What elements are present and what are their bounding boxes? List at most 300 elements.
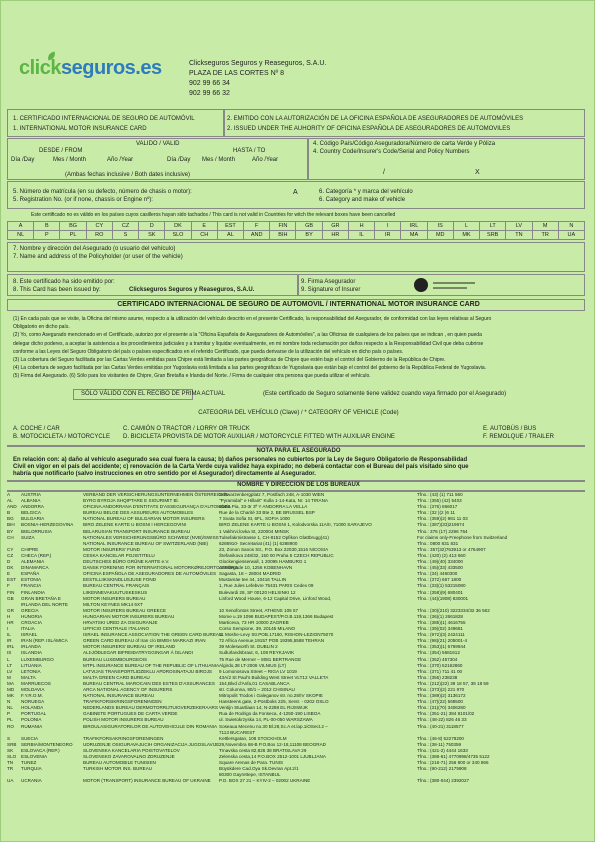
bureau-country: ALBANIA — [21, 498, 41, 504]
country-box: IRL — [401, 222, 427, 231]
only-valid-label: SÓLO VÁLIDO CON EL RECIBO DE PRIMA ACTUAL — [81, 391, 226, 397]
bureau-country: IRLANDA — [21, 644, 41, 650]
bureau-country: IRLANDA DEL NORTE — [21, 601, 68, 607]
bureau-address: 43A/2 St Paul's Building West Street VLT12 VALLETA — [219, 674, 329, 680]
bureau-code: P — [7, 711, 11, 717]
bureau-name: NATIONAL INSURANCE BUREAU — [83, 693, 155, 699]
cert-title: CERTIFICADO INTERNACIONAL DE SEGURO DE AUTOMOVIL / INTERNATIONAL MOTOR INSURANCE CARD — [117, 301, 480, 308]
bureau-name: MOTOR INSURERS' BUREAU OF IRELAND — [83, 644, 176, 650]
bureau-code: EST — [7, 577, 16, 583]
bureau-phone: Tfno.: (36)(1) 2661828 — [417, 613, 463, 619]
country-box: H — [349, 222, 375, 231]
bureau-address: str. Columna, 90/1 – 2012 CHISINAU — [219, 687, 295, 692]
legal-line: (5) Firma del Asegurado. (6) Sólo para los visitantes de Chipre, Gran Bretaña e Irlanda del Norte. / Firma de cualquier otra persona que pueda utilizar el vehículo. — [13, 373, 371, 380]
bureau-country: FINLANDIA — [21, 589, 45, 595]
from-year: Año /Year — [107, 157, 134, 163]
bureau-phone: Tfno.: (40-21) 3118577 — [417, 723, 464, 729]
cat-c: C. CAMIÓN O TRACTOR / LORRY OR TRUCK — [123, 426, 250, 432]
country-box: CZ — [113, 222, 139, 231]
bureau-name: MOTOR (TRANSPORT) INSURANCE BUREAU OF UKRAINE — [83, 778, 211, 784]
bureau-country: DINAMARCA — [21, 565, 49, 571]
bureau-phone: Tfno.: (90-212) 2175908 — [417, 766, 467, 772]
country-box: MD — [428, 231, 454, 240]
country-box: GR — [323, 222, 349, 231]
legal-line: (2) Yo, como Asegurado mencionado en el Certificado, autorizo por el presente a la "Oficina Española de Aseguradores de Automóviles", a las Oficinas de cualquiera de los países que se indican , en quien pueda — [13, 332, 482, 339]
bureau-phone: Tfno.: (46-8) 52278200 — [417, 735, 464, 741]
country-box: N — [559, 222, 585, 231]
bureau-code: HR — [7, 619, 14, 625]
bureau-address: Kettlersgatan, 108 STOCKHOLM — [219, 735, 287, 741]
bureau-code: NL — [7, 705, 13, 711]
bureau-country: BOSNIA-HERZEGOVINA — [21, 522, 74, 528]
bureau-name: BUREAU BELGE DES ASSUREURS AUTOMOBILES — [83, 510, 194, 516]
bureau-address: Tulsefakrnistrasse 1, CH-8152 Opfikon Glattbrugg(41) — [219, 534, 329, 540]
bureau-name: NATIONAL INSURANCE BUREAU OF SWITZERLAND (NBI) — [83, 540, 209, 546]
bureau-country: GRAN BRETAÑA E — [21, 595, 61, 601]
country-box: NL — [8, 231, 34, 240]
bureau-name: BYRG BYROJA SHQIPTARE E SIGURIMIT Bl. — [83, 498, 179, 504]
nota-line-3: habría que notificarlo (salvo instrucciones en otro sentido por el Asegurador) directamente al Asegurador. — [13, 471, 316, 477]
bureau-name: MTPL INSURANCE BUREAU OF THE REPUBLIC OF LITHUANIA — [83, 662, 220, 668]
bureau-code: E — [7, 571, 11, 577]
bureau-phone: Tfno.: (44)(1908) 830001 — [417, 595, 469, 601]
insurer-stamp — [411, 275, 481, 295]
countries-grid — [7, 221, 585, 240]
bureau-address: Hansteens gate, 2-Postboks 225, Sentr. - 0202 OSLO — [219, 699, 329, 705]
bureau-phone: Tfno.: (47)(22) 568500 — [417, 699, 463, 705]
bureau-name: HUNGARIAN MOTOR INSURERS BUREAU — [83, 613, 175, 619]
country-box: BG — [60, 222, 86, 231]
bureau-name: BUREAU AUTOMOBILE TUNISIEN — [83, 760, 156, 766]
bureau-address: 1 Vakhrvi.lovka St, 220004 MINSK — [219, 528, 290, 534]
legal-line: Obligatorio en dicho país. — [13, 324, 70, 331]
valid-to: HASTA / TO — [233, 148, 266, 154]
bureau-name: UFFICIO CENTRALE ITALIANO — [83, 626, 150, 632]
slash-sep: / — [383, 169, 385, 176]
bureau-code: B — [7, 510, 11, 516]
bureau-phone: Tfno.: (39)(02) 349681 — [417, 626, 463, 632]
to-month: Mes / Month — [202, 157, 236, 163]
bureau-code: L — [7, 656, 10, 662]
bureau-name: BELARUSIAN TRANSPORT INSURANCE BUREAU — [83, 528, 191, 534]
bureau-phone: Tfno.: (372) 667 1800 — [417, 577, 462, 583]
bureau-phone: Tfno.: (48-22) 826 46 33 — [417, 717, 467, 723]
country-box: IR — [375, 231, 401, 240]
bureau-name: BIROULASIGURATORILOR DE AUTOVEHICULE DIN ROMANIA — [83, 723, 218, 729]
bureau-row — [7, 778, 585, 784]
country-box: TR — [533, 231, 559, 240]
country-box: LV — [506, 222, 532, 231]
bureau-address: Amaliegade 10, 1256 KOBENHAVN — [219, 565, 293, 571]
bureau-country: SERBIA/MONTENEGRO — [21, 741, 73, 747]
issuer-name: Clickseguros Seguros y Reaseguros, S.A.U. — [129, 287, 255, 293]
bureau-country: ISRAEL — [21, 632, 38, 638]
bureau-country: BELGICA — [21, 510, 41, 516]
issued-by-label-es: 8. Este certificado ha sido emitido por: — [13, 279, 115, 285]
bureau-address: 11 Moshe-Levy Str.POB.17160, RISHON-LEZION75070 — [219, 632, 334, 638]
country-box: PL — [60, 231, 86, 240]
bureau-address: 7 Svata Sofia St, 6FL, SOFIA 1000 — [219, 516, 290, 522]
bureau-code: AND — [7, 504, 17, 510]
bureau-phone: Tfno.: (351-21) 384 8101/02 — [417, 711, 475, 717]
bureau-country: MARRUECOS — [21, 680, 51, 686]
bureau-phone: Tfno.: (386-61) 4770998/4735 5122 — [417, 754, 490, 760]
bureau-name: OFICINA ESPAÑOLA DE ASEGURADORES DE AUTOMÓVILES — [83, 571, 217, 577]
bureau-code: IL — [7, 632, 11, 638]
country-box: BY — [296, 231, 322, 240]
bureau-phone: Tfno.: (972)(3) 2424111 — [417, 632, 465, 638]
bureau-phone: Tfno.: (380-044) 2392027 — [417, 778, 470, 784]
country-box: GB — [296, 222, 322, 231]
bureau-phone: Tfno.: (34) 4460300 — [417, 571, 458, 577]
bureau-name: MILTON KEYNES MK14 6XT — [83, 601, 143, 607]
from-day: Día /Day — [11, 157, 35, 163]
bureau-code: CZ — [7, 552, 14, 558]
bureau-name: NATIONALES VERSICHERUNGSBÜRO SCHWEIZ (NVB)/SWISS — [83, 534, 219, 540]
bureau-name: BUREAU CENTRAL MAROCAIN DES ESTES D'ASSURANCES — [83, 680, 215, 686]
country-box: S — [113, 231, 139, 240]
legal-text — [13, 315, 583, 381]
bureau-country: LETONIA — [21, 668, 41, 674]
clickseguros-logo — [19, 57, 162, 80]
reg-label-es: 5. Número de matrícula (en su defecto, número de chasis o motor): — [13, 189, 192, 195]
bureau-country: PORTUGAL — [21, 711, 47, 717]
bureau-country: HOLANDA — [21, 705, 44, 711]
both-dates-note: (Ambas fechas inclusive / Both dates inclusive) — [65, 172, 191, 178]
bureau-code: MK — [7, 693, 14, 699]
bureau-country: RUMANIA — [21, 723, 43, 729]
bureau-phone: Tfno.: (30)(210) 3223334/32 36 562 — [417, 607, 490, 613]
cert-label-es: 1. CERTIFICADO INTERNACIONAL DE SEGURO DE AUTOMÓVIL — [13, 116, 195, 122]
country-box: SRB — [480, 231, 506, 240]
bureau-phone: Tfno.: (38-11) 750359 — [417, 741, 462, 747]
bureau-address: 7113 BUCAREST — [219, 729, 256, 735]
bureau-country: BULGARIA — [21, 516, 45, 522]
field4-es: 4. Código País/Código Aseguradora/Número de carta Verde y Póliza — [313, 141, 496, 147]
bureau-name: NEDERLANDS BUREAU DERMOTORRIJTUIGVERZEKERAARS — [83, 705, 218, 711]
bureau-country: LUXEMBURGO — [21, 656, 54, 662]
cat-d: D. BICICLETA PROVISTA DE MOTOR AUXILIAR / MOTORCYCLE FITTED WITH AUXILIAR ENGINE — [123, 434, 395, 440]
bureau-code: CY — [7, 546, 14, 552]
category-a-value: A — [293, 189, 298, 196]
bureau-country: SUIZA — [21, 534, 35, 540]
bureau-address: 29,Novembra 68-B P.O.Box 12-18,11108 BEOGRAD — [219, 741, 326, 747]
countries-note: Este certificado no es válido en los países cuyos casilleros hayan sido tachados / This card is not valid in Countries for witch the relevant boxes have been cancelled — [31, 212, 396, 218]
bureau-address: Marie Pia, 33-3r 3ª Y ANDORRA LA VELLA — [219, 504, 308, 510]
bureau-code: H — [7, 613, 11, 619]
country-box: IS — [428, 222, 454, 231]
bureau-country: MOLDAVIA — [21, 687, 45, 692]
legal-line: (4) La cobertura de seguro facilitada por las Cartas Verdes emitidas por Yugoslavia está limitada a las partes geográficas de Yugoslavia que están bajo el control del gobierno de la República Federal de Yugoslavia. — [13, 365, 487, 372]
bureau-address: Algirdo,38 LT-2006 VILNIUS (LT) — [219, 662, 286, 668]
bureau-address: Suðurlandsbraut, 6, 108 REYKJAVIK — [219, 650, 295, 656]
bureau-code: FIN — [7, 589, 15, 595]
bureau-address: 6286910- Secretariat (41) (1) 6288900 — [219, 540, 298, 546]
bureau-address: 72 Africa Avenue,19157 POB 19395,5588 TEHRAN — [219, 638, 325, 644]
bureau-address: ul. Swietokrzyska 14, PL-00-050 WARSZAWA — [219, 717, 313, 723]
bureau-country: ANDORRA — [21, 504, 44, 510]
bureau-address: 75 Rue de Merner – 8081 BERTRANGE — [219, 656, 302, 662]
legal-line: (1) En cada país que se visite, la Oficina del mismo asume, respecto a la utilización del vehículo descrito en el presente Certificado, la responsabilidad del Asegurador, de conformidad con las leyes relativas al Seguro — [13, 316, 492, 322]
bureau-code: SK — [7, 747, 14, 753]
bureau-address: "Pyramidal" e Hillarit" Kulla 1-14-Kata, Nr. 14 TIRANA — [219, 498, 328, 504]
nota-line-1: En relación con: a) daño al vehículo asegurado sea cual fuera la causa; b) daños personales no cubiertos por la Ley de Seguro Obligatorio de Responsabilidad — [13, 457, 468, 463]
bureau-name: MOTOR INSURERS BUREAU — [83, 595, 146, 601]
country-box: L — [454, 222, 480, 231]
bureau-name: CESKA KANCELAR POJISTITELU — [83, 552, 155, 558]
category-label-en: 6. Category and make of vehicle — [319, 197, 406, 203]
bureau-name: MOTOR INSURERS BUREAU GREECE — [83, 607, 167, 613]
country-box: EST — [218, 222, 244, 231]
bureau-name: ARCA NATIONAL AGENCY OF INSURERS — [83, 687, 173, 692]
bureau-name: DANSK FORENING FOR INTERNATIONAL MOTORKØREJORTOJSFORS — [83, 565, 238, 571]
bureau-name: NATIONAL BUREAU OF BULGARIAN MOTOR INSURERS — [83, 516, 205, 522]
bureau-phone: Tfno.: (358)(9) 680401 — [417, 589, 463, 595]
reg-label-en: 5. Registration No. (or if none, chassis or Engine nº): — [13, 197, 153, 203]
country-box: E — [192, 222, 218, 231]
bureau-country: FRANCIA — [21, 583, 42, 589]
bureau-phone: Tfno.: (216-71) 256 800 or 340 866 — [417, 760, 489, 766]
country-box: D — [139, 222, 165, 231]
bureau-code: SLO — [7, 754, 17, 760]
country-box: SLO — [165, 231, 191, 240]
bureau-phone: Tfno.: (385)(1) 4616755 — [417, 619, 466, 625]
to-year: Año /Year — [252, 157, 279, 163]
country-box: I — [375, 222, 401, 231]
bureau-phone: Tfno.: (389)(2) 3136172 — [417, 693, 466, 699]
bureau-country: ALEMANIA — [21, 559, 45, 565]
logo-click-text: click — [19, 57, 61, 79]
bureau-name: HRVATSKI URED ZA OSIGURANJE — [83, 619, 158, 625]
bureau-country: POLONIA — [21, 717, 42, 723]
bureau-code: LT — [7, 662, 13, 668]
country-box: UA — [559, 231, 585, 240]
bureau-name: TURKISH MOTOR INS. BUREAU — [83, 766, 153, 772]
bureau-phone: Tfno.: (420) (2) 413 660 — [417, 552, 466, 558]
country-box: A — [8, 222, 34, 231]
bureau-name: SLOVENSKA KANCELARIA POISTOVATELOV — [83, 747, 180, 753]
bureau-address: P.O. BOX 27 21 – KYIV-2 – 02002 UKRAINE — [219, 778, 311, 784]
bureaus-list — [7, 492, 585, 785]
country-box: RO — [87, 231, 113, 240]
bureau-address: Soseaua Mecenu no.30 Bl.28,Sc.A et.lap.1iOSect.2 – — [219, 723, 328, 729]
to-day: Día /Day — [167, 157, 191, 163]
divider — [7, 445, 585, 447]
bureau-name: MOTOR INSURERS' FUND — [83, 546, 140, 552]
country-box: SK — [139, 231, 165, 240]
issued-label-es: 2. EMITIDO CON LA AUTORIZACIÓN DE LA OFICINA ESPAÑOLA DE ASEGURADORES DE AUTOMÓVILES — [227, 116, 524, 122]
bureau-country: ESLOVENIA — [21, 754, 48, 760]
bureau-phone: Tfno.: (98)(21) 205001-4 — [417, 638, 468, 644]
bureau-name: LATVIJAS TRANSPORTLIDZEKLU APDROSINATAJU BIROJS — [83, 668, 212, 674]
bureau-country: IRAN (REP. ISLÁMICA — [21, 638, 68, 644]
bureau-country: NORUEGA — [21, 699, 45, 705]
bureau-code: CH — [7, 534, 14, 540]
bureau-phone: Tfno.: (373)(2) 221 970 — [417, 687, 465, 692]
bureau-name: ISRAEL INSURANCE ASSOCIATION THE GREEN CARD BUREAU — [83, 632, 223, 638]
bureau-name: DEUTSCHES BÜRO GRÜNE KARTE e.V. — [83, 559, 170, 565]
bureau-country: MALTA — [21, 674, 36, 680]
country-box: AND — [244, 231, 270, 240]
divider — [307, 138, 309, 180]
country-box: DK — [165, 222, 191, 231]
bureau-code: F — [7, 583, 10, 589]
logo-seguros-text: seguros.es — [60, 57, 162, 79]
bureau-phone: Tfno.: (33)(1) 53215080 — [417, 583, 466, 589]
bureau-country: HUNGRIA — [21, 613, 43, 619]
legal-line: delegar dicho poderes, a aceptar la asistencia a los procedimientos judiciales y a tramitar y liquidar eventualmente, en mi nombre toda reclamación por daños respecto a la Responsabilidad Civil que deba cubrirse — [13, 340, 484, 347]
bureau-name: GABINETE PORTUGUES DE CARTA VERDE — [83, 711, 178, 717]
bureau-country: GRECIA — [21, 607, 39, 613]
bureau-name: SLOVENSKO ZAVAROVALNO ZDRUZENJE — [83, 754, 175, 760]
bureau-address: Bulevardi 28, SF 00120 HELSINKI 12 — [219, 589, 296, 595]
bureau-name: TRAFIKFORSIKRINGSFORENINGEN — [83, 699, 162, 705]
signature-label-es: 9. Firma Asegurador — [301, 279, 356, 285]
country-box: CH — [192, 231, 218, 240]
from-month: Mes / Month — [53, 157, 87, 163]
bureau-name: VERBAND DER VERSICHERUNGSUNTERNEHMEN ÖSTERREICHS — [83, 492, 228, 497]
bureau-code: S — [7, 735, 11, 741]
bureau-phone: Tfno.: (212)(22) 39 18 57, 39 18 59 — [417, 680, 489, 686]
bureau-address: Ventijn Stuartlaan 14, N-2288 EL RIJSWIJK — [219, 705, 308, 711]
bureau-country: TURQUIA — [21, 766, 42, 772]
country-box: CY — [87, 222, 113, 231]
cat-b: B. MOTOCICLETA / MOTORCYCLE — [13, 434, 111, 440]
bureau-name: EESTILLIIKSKINDLUSJUSE FOND — [83, 577, 157, 583]
signature-label-en: 9. Signature of Insurer — [301, 287, 361, 293]
bureau-name: MALTA GREEN CARD BUREAU — [83, 674, 150, 680]
country-box: HR — [323, 231, 349, 240]
x-mark: X — [475, 169, 480, 176]
bureau-country: AUSTRIA — [21, 492, 41, 497]
bureau-code: MD — [7, 687, 15, 692]
bureau-phone: Tfno.: (356) 238238 — [417, 674, 458, 680]
bureau-name: BUREAU LUXEMBOURGEOIS — [83, 656, 148, 662]
bureau-phone: For claims only-Freephone from Switzerland — [417, 534, 508, 540]
bureau-address: Zelenska cesta,14 P.O.BOX 2512-1001 LJUBLJANA — [219, 754, 326, 760]
bureau-address: Square Arenas de Para. TUNIS — [219, 760, 284, 766]
bureau-address: Mome u.19 1096 BUDAPEST/P.O.B.119,1366 Budapest — [219, 613, 334, 619]
bureau-country: LITUANIA — [21, 662, 42, 668]
company-name: Clickseguros Seguros y Reaseguros, S.A.U. — [189, 60, 327, 67]
country-box: LT — [480, 222, 506, 231]
valid-from: DESDE / FROM — [39, 148, 83, 154]
bureau-country: BIELORRUSIA — [21, 528, 52, 534]
bureau-code: DK — [7, 565, 14, 571]
bureau-code: LV — [7, 668, 13, 674]
bureau-phone: Tfno.: (371) 711 41 00 — [417, 668, 463, 674]
bureau-address: Büyükdere Cad.Oya Sk.Devran Apt.2/1 — [219, 766, 299, 772]
country-box: M — [533, 222, 559, 231]
bureaus-title: NOMBRE Y DIRECCION DE LOS BUREAUX — [237, 482, 360, 488]
legal-line: conforme a las Leyes del Seguro Obligatorio del país o países especificados en el referido Certificado, que pueda derivarse de la utilización del vehículo en dicho país o países. — [13, 348, 404, 355]
bureau-code: BIH — [7, 522, 15, 528]
bureau-code: A — [7, 492, 11, 497]
country-box: MK — [454, 231, 480, 240]
only-valid-note: (Este certificado de Seguro solamente tiene validez cuando vaya firmado por el Asegurado) — [263, 391, 507, 397]
bureau-phone: Tfno.: (352) 457304 — [417, 656, 458, 662]
bureau-code: D — [7, 559, 11, 565]
bureau-phone: Tfno.: (45)(33) 433500 — [417, 565, 463, 571]
bureau-phone: Tfno.: (359)(2) 981 11 03 — [417, 516, 468, 522]
bureau-address: Sagasta, 18 – 28004 MADRID — [219, 571, 281, 577]
bureau-code: IR — [7, 638, 12, 644]
bureau-code: TN — [7, 760, 14, 766]
bureau-address: Štefanikova 248/32, 150 00 Praha 5 CZECH REPUBLIC — [219, 552, 334, 558]
bureau-name: TRAFIKFORSAKRINGSFORENINGEN — [83, 735, 164, 741]
cat-a: A. COCHE / CAR — [13, 426, 60, 432]
category-label-es: 6. Categoría * y marca del vehículo — [319, 189, 413, 195]
bureau-address: 154,Blvd d'Anfa,01 CASABLANCA — [219, 680, 290, 686]
country-box: F — [244, 222, 270, 231]
bureau-country: CHIPRE — [21, 546, 39, 552]
bureau-phone: Tfno.: (43) (1) 711 560 — [417, 492, 463, 497]
country-box: FIN — [270, 222, 296, 231]
field4-en: 4. Country Code/Insurer's Code/Serial and Policy Numbers — [313, 149, 470, 155]
bureau-code: AL — [7, 498, 13, 504]
country-box: BIH — [270, 231, 296, 240]
country-box: P — [34, 231, 60, 240]
cat-e: E. AUTOBÚS / BUS — [483, 426, 537, 432]
bureau-code: BG — [7, 516, 14, 522]
bureau-code: GR — [7, 607, 14, 613]
bureau-phone: Tfno.: (353)(1) 6769944 — [417, 644, 466, 650]
bureau-address: 23, Zonon Sanos Str., P.O. Box 22030,1516 NICOSIA — [219, 546, 329, 552]
bureau-address: Mitropolit Trodos i Galeganov str. no.28/IV SKOPIE — [219, 693, 323, 699]
bureau-address: 9 Lomonosova Street – RIGA LV 1019 — [219, 668, 297, 674]
bureau-address: Corso Sempione, 39, 20145 MILANO — [219, 626, 296, 632]
bureau-address: Linford Wood House, 6-12 Capital Drive, Linford Wood, — [219, 595, 332, 601]
cat-f: F. REMOLQUE / TRAILER — [483, 434, 554, 440]
country-box: IL — [349, 231, 375, 240]
bureau-code: TR — [7, 766, 14, 772]
bureau-phone: Tfno.: (387)(33)219674 — [417, 522, 465, 528]
divider — [223, 109, 225, 137]
bureau-code: MA — [7, 680, 14, 686]
bureau-address: Rua de Rodrigo da Fonseca, 4-1250-190 LISBOA — [219, 711, 321, 717]
bureau-address: BIRO ZELENE KARTE U BOSNI 1, Kolodvorska 11A/II, 71000 SARAJEVO — [219, 522, 372, 528]
bureau-code: GB — [7, 595, 14, 601]
bureau-country: ESPAÑA — [21, 571, 40, 577]
bureau-name: UDRUZENJE OSIGURAVAJUCIH ORGANIZACIJA JUGOSLAVIJE — [83, 741, 220, 747]
bureau-code: IRL — [7, 644, 15, 650]
valid-title: VALIDO / VALID — [136, 141, 180, 147]
country-box: B — [34, 222, 60, 231]
bureau-address: Marticeva, 73 HR 10000 ZAGREB — [219, 619, 289, 625]
bureau-code: SRB — [7, 741, 17, 747]
bureau-address: Rue de la Charité 33 Bte 2, BE BRUSSEL BSP — [219, 510, 315, 516]
policyholder-label-en: 7. Name and address of the Policyholder (or user of the vehicle) — [13, 254, 183, 260]
bureau-name: BUREAU CENTRAL FRANÇAIS — [83, 583, 150, 589]
bureau-phone: Tfno.: 0800 831 831 — [417, 540, 459, 546]
bureau-phone: Tfno.: (354) 5681612 — [417, 650, 460, 656]
bureau-name: LIIKENNEVAKUUTUSKESKUS — [83, 589, 148, 595]
company-phone-1: 902 99 66 34 — [189, 80, 230, 87]
bureau-country: SUECIA — [21, 735, 39, 741]
bureau-phone: Tfno.: (31)(70) 3406280 — [417, 705, 466, 711]
bureau-code: BY — [7, 528, 14, 534]
bureau-address: 10 Xenofontos Street, ATHENS 105 57 — [219, 607, 299, 613]
bureau-phone: Tfno.: 375 (17) 2296 764 — [417, 528, 468, 534]
bureau-name: GREEN CARD BUREAU of Iran c/o BIMEH MARKAZI IRAN — [83, 638, 206, 644]
bureau-country: ISLANDIA — [21, 650, 42, 656]
issued-by-label-en: 8. This Card has been issued by: — [13, 287, 101, 293]
bureau-country: TUNEZ — [21, 760, 37, 766]
bureau-address: Mustamäe tee 44, 10416 TALLIN — [219, 577, 287, 583]
bureau-name: ALÞJÓÐLEGAR BIFREIÐATRYGGINGAR Á ÍSLANDI — [83, 650, 193, 656]
divider — [297, 274, 299, 296]
bureau-code: M — [7, 674, 11, 680]
